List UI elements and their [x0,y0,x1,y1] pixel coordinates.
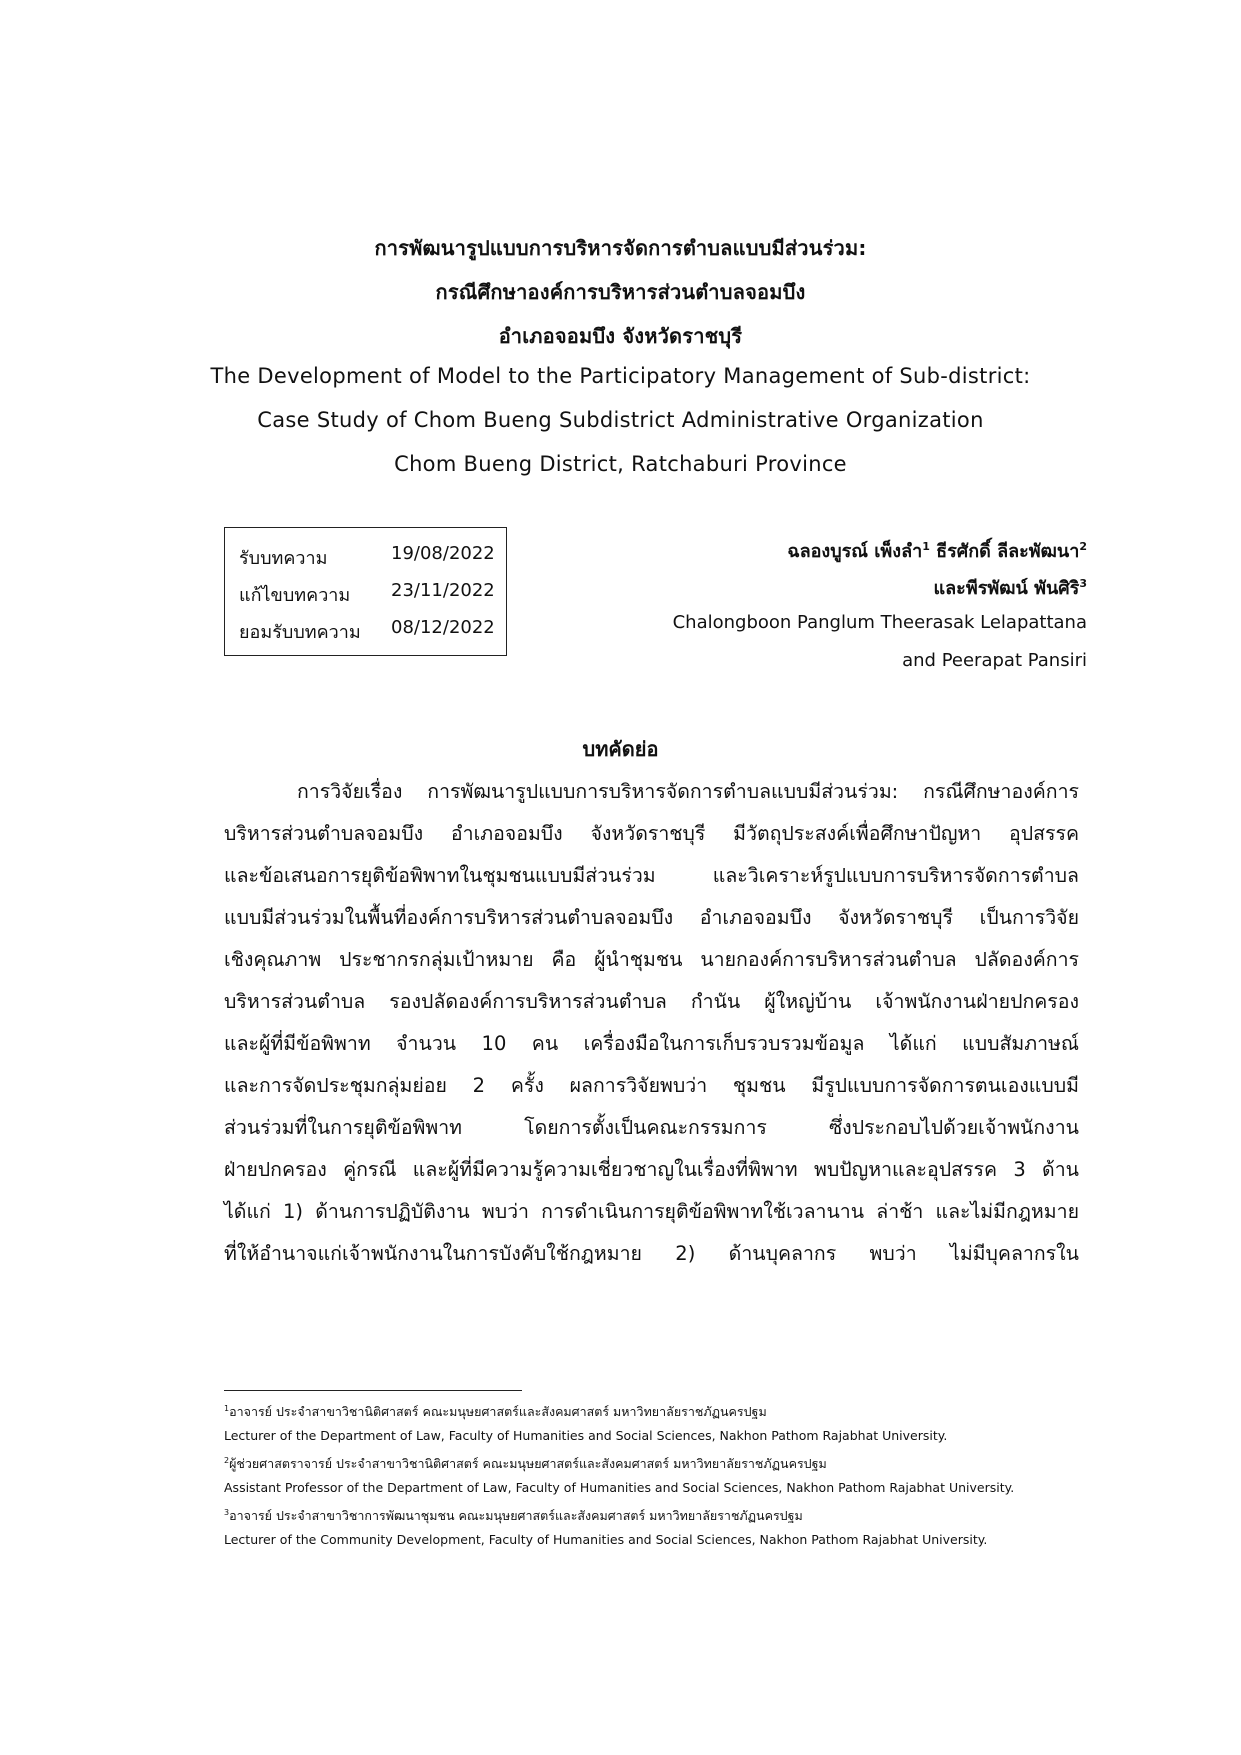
authors-english-line-1: Chalongboon Panglum Theerasak Lelapattana [672,612,1087,633]
abstract-line: การวิจัยเรื่อง การพัฒนารูปแบบการบริหารจัดการตำบลแบบมีส่วนร่วม: กรณีศึกษาองค์การ [297,780,1079,803]
authors-thai-line-1 [787,536,1087,565]
author-name: ฉลองบูรณ์ เพ็งลำ [787,541,923,562]
authors-thai-line-2 [934,573,1087,602]
footnote-mark: 1 [922,540,930,553]
footnote-line [224,1532,987,1547]
abstract-line: ส่วนร่วมที่ในการยุติข้อพิพาท โดยการตั้งเป็นคณะกรรมการ ซึ่งประกอบไปด้วยเจ้าพนักงาน [224,1116,1079,1139]
footnote-mark: 3 [1079,577,1087,590]
footnote-text: อาจารย์ ประจำสาขาวิชานิติศาสตร์ คณะมนุษยศาสตร์และสังคมศาสตร์ มหาวิทยาลัยราชภัฏนครปฐม [229,1404,767,1419]
date-value: 23/11/2022 [391,580,495,601]
footnote-line [224,1480,1014,1495]
footnote-text: Lecturer of the Community Development, Faculty of Humanities and Social Sciences, Nakhon Pathom Rajabhat University. [224,1532,988,1547]
abstract-line: บริหารส่วนตำบลจอมบึง อำเภอจอมบึง จังหวัดราชบุรี มีวัตถุประสงค์เพื่อศึกษาปัญหา อุปสรรค [224,822,1079,845]
abstract-line: ที่ให้อำนาจแก่เจ้าพนักงานในการบังคับใช้กฎหมาย 2) ด้านบุคลากร พบว่า ไม่มีบุคลากรใน [224,1242,1079,1265]
date-label: แก้ไขบทความ [239,585,351,606]
author-name: และพีรพัฒน์ พันศิริ [933,578,1080,599]
abstract-line: และการจัดประชุมกลุ่มย่อย 2 ครั้ง ผลการวิจัยพบว่า ชุมชน มีรูปแบบการจัดการตนเองแบบมี [224,1074,1079,1097]
title-english-line-1: The Development of Model to the Participatory Management of Sub-district: [210,364,1031,388]
abstract-heading: บทคัดย่อ [582,737,659,761]
footnote-text: ผู้ช่วยศาสตราจารย์ ประจำสาขาวิชานิติศาสตร์ คณะมนุษยศาสตร์และสังคมศาสตร์ มหาวิทยาลัยราชภัฏนครปฐม [229,1456,827,1471]
abstract-line: ได้แก่ 1) ด้านการปฏิบัติงาน พบว่า การดำเนินการยุติข้อพิพาทใช้เวลานาน ล่าช้า และไม่มีกฎหมาย [224,1200,1079,1223]
footnote-text: อาจารย์ ประจำสาขาวิชาการพัฒนาชุมชน คณะมนุษยศาสตร์และสังคมศาสตร์ มหาวิทยาลัยราชภัฏนครปฐม [229,1508,803,1523]
footnote-divider [224,1390,522,1391]
abstract-line: ฝ่ายปกครอง คู่กรณี และผู้ที่มีความรู้ความเชี่ยวชาญในเรื่องที่พิพาท พบปัญหาและอุปสรรค 3 ด้าน [224,1158,1079,1181]
title-english-line-2: Case Study of Chom Bueng Subdistrict Administrative Organization [257,408,984,432]
authors-english-line-2: and Peerapat Pansiri [902,650,1087,671]
abstract-line: และผู้ที่มีข้อพิพาท จำนวน 10 คน เครื่องมือในการเก็บรวบรวมข้อมูล ได้แก่ แบบสัมภาษณ์ [224,1032,1079,1055]
title-thai-line-3: อำเภอจอมบึง จังหวัดราชบุรี [498,324,743,348]
footnote-line [224,1454,827,1474]
footnote-line [224,1428,947,1443]
footnote-line [224,1402,767,1422]
footnote-mark: 3 [224,1507,230,1517]
article-dates-box [224,527,507,656]
abstract-line: เชิงคุณภาพ ประชากรกลุ่มเป้าหมาย คือ ผู้นำชุมชน นายกองค์การบริหารส่วนตำบล ปลัดองค์การ [224,948,1079,971]
abstract-line: บริหารส่วนตำบล รองปลัดองค์การบริหารส่วนตำบล กำนัน ผู้ใหญ่บ้าน เจ้าพนักงานฝ่ายปกครอง [224,990,1079,1013]
abstract-line: แบบมีส่วนร่วมในพื้นที่องค์การบริหารส่วนตำบลจอมบึง อำเภอจอมบึง จังหวัดราชบุรี เป็นการวิจัย [224,906,1079,929]
author-name: ธีรศักดิ์ ลีละพัฒนา [929,541,1080,562]
footnote-mark: 2 [224,1455,230,1465]
title-thai-line-2: กรณีศึกษาองค์การบริหารส่วนตำบลจอมบึง [435,280,806,304]
footnote-mark: 2 [1079,540,1087,553]
title-english-line-3: Chom Bueng District, Ratchaburi Province [394,452,847,476]
date-label: ยอมรับบทความ [239,622,361,643]
abstract-line: และข้อเสนอการยุติข้อพิพาทในชุมชนแบบมีส่วนร่วม และวิเคราะห์รูปแบบการบริหารจัดการตำบล [224,864,1079,887]
footnote-text: Assistant Professor of the Department of Law, Faculty of Humanities and Social Sciences, Nakhon Pathom Rajabhat University. [224,1480,1015,1495]
date-value: 19/08/2022 [391,543,495,564]
title-thai-line-1: การพัฒนารูปแบบการบริหารจัดการตำบลแบบมีส่วนร่วม: [374,236,867,260]
footnote-mark: 1 [224,1403,230,1413]
date-label: รับบทความ [239,548,328,569]
date-value: 08/12/2022 [391,617,495,638]
footnote-text: Lecturer of the Department of Law, Faculty of Humanities and Social Sciences, Nakhon Pathom Rajabhat University. [224,1428,948,1443]
footnote-line [224,1506,803,1526]
